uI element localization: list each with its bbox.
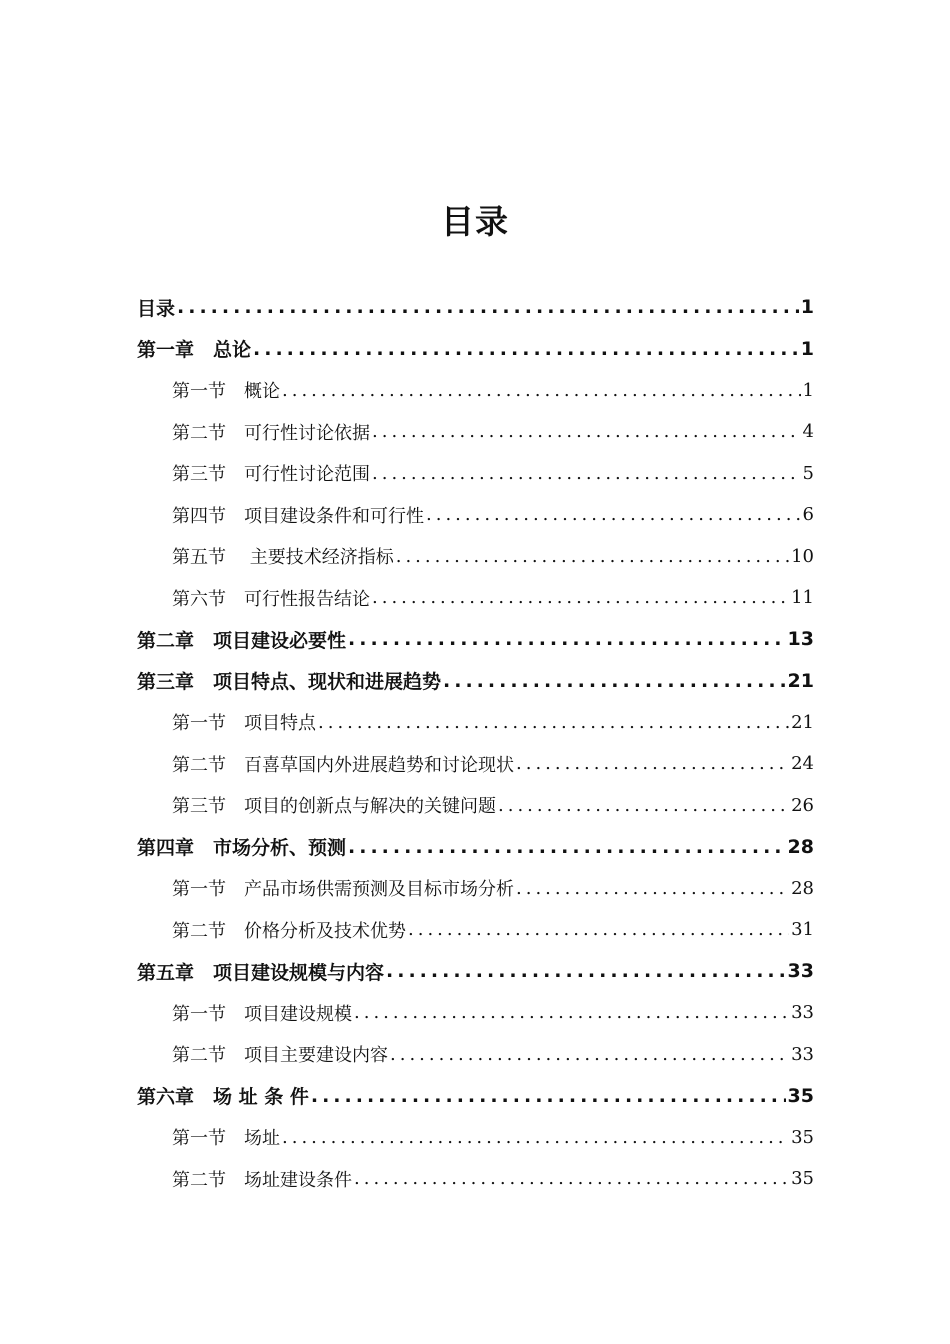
toc-entry-label: 第四节 项目建设条件和可行性 bbox=[172, 505, 424, 527]
toc-entry-label: 第二节 场址建设条件 bbox=[172, 1169, 352, 1191]
toc-dot-leader bbox=[177, 296, 799, 318]
toc-page-number: 6 bbox=[802, 504, 814, 525]
toc-dot-leader bbox=[443, 670, 786, 692]
toc-entry-label: 第一节 项目特点 bbox=[172, 713, 316, 734]
toc-page-number: 33 bbox=[791, 1043, 814, 1065]
toc-entry-label: 第二章 项目建设必要性 bbox=[137, 629, 347, 652]
toc-chapter-row[interactable] bbox=[137, 830, 814, 864]
toc-page-number: 10 bbox=[791, 545, 814, 567]
toc-section-row[interactable] bbox=[172, 1037, 814, 1071]
toc-chapter-row[interactable] bbox=[137, 290, 814, 324]
toc-entry-label: 第二节 项目主要建设内容 bbox=[172, 1045, 388, 1066]
page-title: 目录 bbox=[441, 202, 509, 241]
toc-entry-label: 第五节 主要技术经济指标 bbox=[172, 547, 394, 568]
toc-section-row[interactable] bbox=[172, 415, 814, 449]
toc-dot-leader bbox=[354, 1002, 789, 1023]
toc-section-row[interactable] bbox=[172, 996, 814, 1030]
toc-chapter-row[interactable] bbox=[137, 954, 814, 988]
toc-section-row[interactable] bbox=[172, 539, 814, 573]
toc-entry-label: 第三节 可行性讨论范围 bbox=[172, 464, 370, 485]
toc-entry-label: 第一章 总论 bbox=[137, 339, 252, 361]
toc-entry-label: 第三章 项目特点、现状和进展趋势 bbox=[137, 671, 442, 693]
toc-page-number: 33 bbox=[787, 960, 814, 982]
toc-dot-leader bbox=[354, 1168, 789, 1189]
toc-section-row[interactable] bbox=[172, 788, 814, 822]
toc-dot-leader bbox=[282, 380, 801, 401]
toc-chapter-row[interactable] bbox=[137, 664, 814, 698]
toc-entry-label: 第一节 项目建设规模 bbox=[172, 1003, 352, 1025]
toc-section-row[interactable] bbox=[172, 1120, 814, 1154]
toc-section-row[interactable] bbox=[172, 456, 814, 490]
toc-dot-leader bbox=[348, 628, 786, 650]
toc-entry-label: 目录 bbox=[137, 297, 176, 320]
toc-entry-label: 第一节 概论 bbox=[172, 381, 280, 402]
toc-page-number: 28 bbox=[787, 835, 814, 858]
toc-dot-leader bbox=[408, 919, 789, 940]
toc-dot-leader bbox=[390, 1044, 789, 1065]
toc-entry-label: 第三节 项目的创新点与解决的关键问题 bbox=[172, 796, 496, 817]
toc-entry-label: 第六节 可行性报告结论 bbox=[172, 588, 370, 610]
toc-page-number: 13 bbox=[787, 628, 814, 650]
toc-dot-leader bbox=[386, 960, 786, 982]
toc-page-number: 35 bbox=[791, 1168, 814, 1189]
toc-dot-leader bbox=[372, 421, 801, 442]
toc-dot-leader bbox=[372, 587, 789, 608]
toc-entry-label: 第一节 场址 bbox=[172, 1128, 280, 1149]
toc-chapter-row[interactable] bbox=[137, 1079, 814, 1113]
toc-dot-leader bbox=[348, 836, 786, 858]
toc-entry-label: 第五章 项目建设规模与内容 bbox=[137, 961, 385, 984]
toc-dot-leader bbox=[311, 1085, 786, 1107]
toc-entry-label: 第一节 产品市场供需预测及目标市场分析 bbox=[172, 879, 514, 900]
toc-entry-label: 第二节 可行性讨论依据 bbox=[172, 422, 370, 444]
toc-section-row[interactable] bbox=[172, 747, 814, 781]
toc-dot-leader bbox=[426, 504, 801, 525]
toc-page-number: 1 bbox=[800, 296, 814, 318]
toc-section-row[interactable] bbox=[172, 913, 814, 947]
toc-page-number: 4 bbox=[802, 421, 814, 442]
toc-chapter-row[interactable] bbox=[137, 332, 814, 366]
toc-entry-label: 第四章 市场分析、预测 bbox=[137, 837, 347, 859]
toc-dot-leader bbox=[318, 712, 789, 733]
toc-section-row[interactable] bbox=[172, 1162, 814, 1196]
toc-page-number: 21 bbox=[791, 711, 814, 733]
toc-dot-leader bbox=[253, 338, 799, 360]
toc-entry-label: 第六章 场 址 条 件 bbox=[137, 1086, 309, 1108]
toc-dot-leader bbox=[516, 753, 789, 774]
toc-section-row[interactable] bbox=[172, 498, 814, 532]
toc-section-row[interactable] bbox=[172, 705, 814, 739]
toc-page-number: 5 bbox=[802, 462, 814, 484]
toc-page-number: 24 bbox=[791, 753, 814, 774]
toc-entry-label: 第二节 百喜草国内外进展趋势和讨论现状 bbox=[172, 754, 514, 776]
toc-entry-label: 第二节 价格分析及技术优势 bbox=[172, 920, 406, 942]
toc-page-number: 1 bbox=[802, 379, 814, 401]
toc-page-number: 35 bbox=[791, 1126, 814, 1148]
toc-page-number: 21 bbox=[787, 669, 814, 692]
toc-page-number: 11 bbox=[791, 587, 814, 608]
toc-page-number: 35 bbox=[787, 1084, 814, 1107]
toc-dot-leader bbox=[516, 878, 789, 899]
toc-section-row[interactable] bbox=[172, 871, 814, 905]
toc-chapter-row[interactable] bbox=[137, 622, 814, 656]
toc-dot-leader bbox=[282, 1127, 789, 1148]
toc-page-number: 33 bbox=[791, 1002, 814, 1023]
toc-section-row[interactable] bbox=[172, 581, 814, 615]
toc-page-number: 31 bbox=[791, 919, 814, 940]
toc-page-number: 28 bbox=[791, 877, 814, 899]
toc-dot-leader bbox=[498, 795, 789, 816]
toc-page-number: 26 bbox=[791, 794, 814, 816]
toc-dot-leader bbox=[372, 463, 801, 484]
toc-page-number: 1 bbox=[800, 337, 814, 360]
toc-dot-leader bbox=[396, 546, 789, 567]
toc-section-row[interactable] bbox=[172, 373, 814, 407]
